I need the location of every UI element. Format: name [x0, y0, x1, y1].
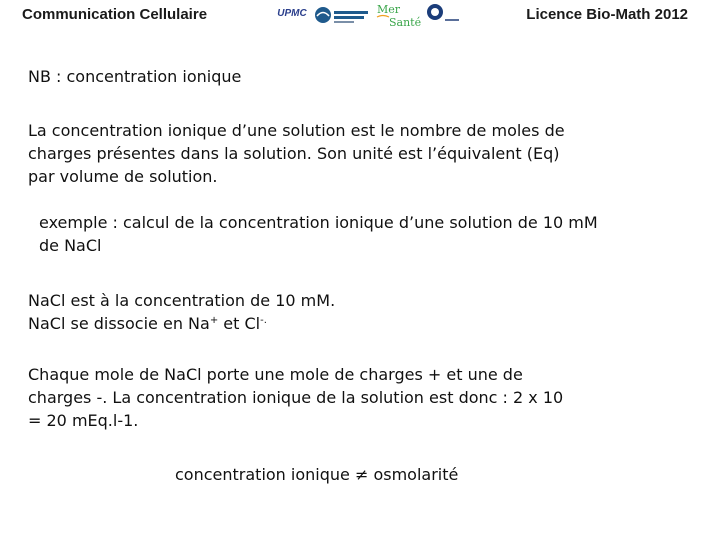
- calculation-line: charges -. La concentration ionique de la solution est donc : 2 x 10: [28, 388, 564, 407]
- mer-sante-logo-graphic: [375, 2, 422, 29]
- conclusion-statement: concentration ionique ≠ osmolarité: [175, 465, 459, 484]
- example-line: de NaCl: [39, 236, 102, 255]
- upmc-logo-text: UPMC: [277, 7, 307, 19]
- station-biologique-logo: [313, 4, 371, 26]
- example-paragraph: [39, 211, 598, 257]
- cl-charge: -.: [260, 315, 267, 326]
- upmc-logo: [275, 6, 309, 20]
- calculation-line: Chaque mole de NaCl porte une mole de charges + et une de: [28, 365, 523, 384]
- svg-text:Mer: Mer: [377, 3, 401, 16]
- definition-line: charges présentes dans la solution. Son unité est l’équivalent (Eq): [28, 144, 560, 163]
- calculation-paragraph: [28, 363, 563, 432]
- cnrs-logo: [425, 2, 461, 26]
- license-title: Licence Bio-Math 2012: [526, 6, 688, 23]
- example-line: exemple : calcul de la concentration ionique d’une solution de 10 mM: [39, 213, 598, 232]
- dissociation-line: NaCl est à la concentration de 10 mM.: [28, 291, 336, 310]
- na-charge: +: [209, 315, 219, 326]
- calculation-line: = 20 mEq.l-1.: [28, 411, 139, 430]
- section-heading: NB : concentration ionique: [28, 67, 242, 86]
- na-prefix: NaCl se dissocie en Na: [28, 314, 210, 333]
- station-biologique-logo-graphic: [313, 4, 371, 26]
- definition-line: La concentration ionique d’une solution est le nombre de moles de: [28, 121, 565, 140]
- cl-text: et Cl: [218, 314, 261, 333]
- course-title: Communication Cellulaire: [22, 6, 208, 23]
- cnrs-logo-graphic: [425, 2, 461, 26]
- definition-paragraph: [28, 119, 565, 188]
- svg-text:Santé: Santé: [389, 16, 422, 29]
- partner-logos: [275, 2, 465, 28]
- mer-sante-logo: [375, 2, 422, 29]
- dissociation-line: [28, 312, 335, 335]
- dissociation-paragraph: [28, 289, 335, 335]
- definition-line: par volume de solution.: [28, 167, 218, 186]
